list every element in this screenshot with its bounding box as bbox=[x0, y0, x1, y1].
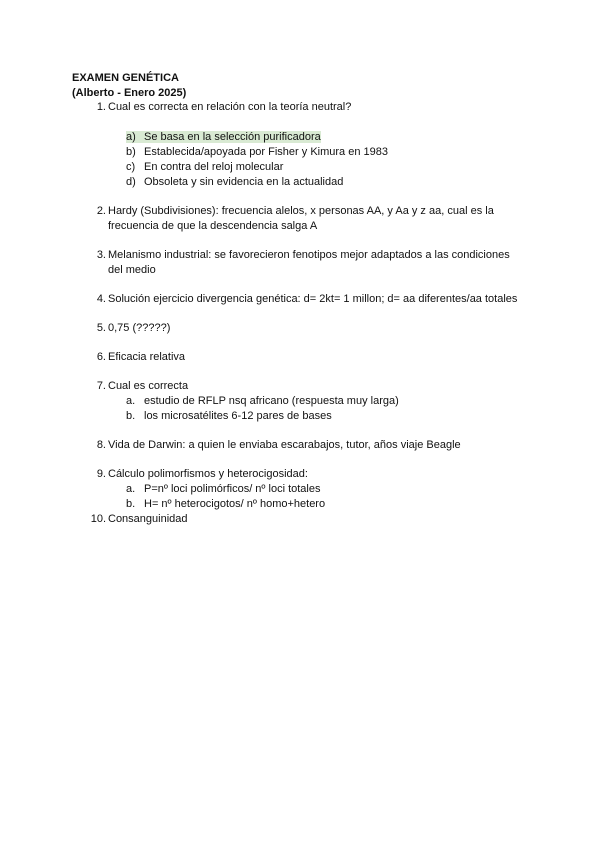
sub-item-a bbox=[126, 482, 320, 497]
option-c bbox=[126, 160, 283, 175]
sub-label: b. bbox=[126, 410, 136, 422]
option-d bbox=[126, 175, 343, 190]
page-title: EXAMEN GENÉTICA bbox=[72, 72, 179, 84]
question-text: Cual es correcta bbox=[108, 380, 189, 392]
question-number: 8. bbox=[96, 439, 106, 451]
sub-item-a bbox=[126, 394, 399, 409]
question-text: 0,75 (?????) bbox=[108, 322, 171, 334]
question-text: Vida de Darwin: a quien le enviaba escarabajos, tutor, años viaje Beagle bbox=[108, 439, 461, 451]
sub-item-b bbox=[126, 409, 332, 424]
option-label: c) bbox=[126, 161, 136, 173]
option-label: a) bbox=[126, 131, 136, 143]
option-text: Se basa en la selección purificadora bbox=[144, 131, 321, 143]
question-text-line2: frecuencia de que la descendencia salga A bbox=[108, 220, 318, 232]
option-b bbox=[126, 145, 388, 160]
highlighted-answer bbox=[126, 131, 321, 143]
question-text: Cálculo polimorfismos y heterocigosidad: bbox=[108, 468, 308, 480]
question-text: Solución ejercicio divergencia genética: d= 2kt= 1 millon; d= aa diferentes/aa totales bbox=[108, 293, 518, 305]
question-number: 7. bbox=[96, 380, 106, 392]
option-label: b) bbox=[126, 146, 136, 158]
question-text-line1: Melanismo industrial: se favorecieron fenotipos mejor adaptados a las condiciones bbox=[108, 249, 510, 261]
question-number: 9. bbox=[96, 468, 106, 480]
question-number: 6. bbox=[96, 351, 106, 363]
question-text: Consanguinidad bbox=[108, 513, 188, 525]
question-number: 5. bbox=[96, 322, 106, 334]
sub-text: los microsatélites 6-12 pares de bases bbox=[144, 410, 332, 422]
option-text: En contra del reloj molecular bbox=[144, 161, 284, 173]
question-number: 3. bbox=[96, 249, 106, 261]
question-text-line1: Hardy (Subdivisiones): frecuencia alelos, x personas AA, y Aa y z aa, cual es la bbox=[108, 205, 494, 217]
option-a bbox=[126, 130, 321, 145]
sub-text: estudio de RFLP nsq africano (respuesta muy larga) bbox=[144, 395, 399, 407]
question-number: 10. bbox=[90, 513, 106, 525]
sub-text: H= nº heterocigotos/ nº homo+hetero bbox=[144, 498, 326, 510]
sub-item-b bbox=[126, 497, 325, 512]
question-number: 1. bbox=[96, 101, 106, 113]
option-text: Establecida/apoyada por Fisher y Kimura en 1983 bbox=[144, 146, 388, 158]
page-subtitle: (Alberto - Enero 2025) bbox=[72, 87, 187, 99]
sub-label: a. bbox=[126, 395, 136, 407]
sub-label: b. bbox=[126, 498, 136, 510]
question-text: Cual es correcta en relación con la teoría neutral? bbox=[108, 101, 352, 113]
sub-label: a. bbox=[126, 483, 136, 495]
option-text: Obsoleta y sin evidencia en la actualidad bbox=[144, 176, 344, 188]
question-text: Eficacia relativa bbox=[108, 351, 186, 363]
option-label: d) bbox=[126, 176, 136, 188]
question-number: 2. bbox=[96, 205, 106, 217]
question-text-line2: del medio bbox=[108, 264, 156, 276]
sub-text: P=nº loci polimórficos/ nº loci totales bbox=[144, 483, 321, 495]
question-number: 4. bbox=[96, 293, 106, 305]
